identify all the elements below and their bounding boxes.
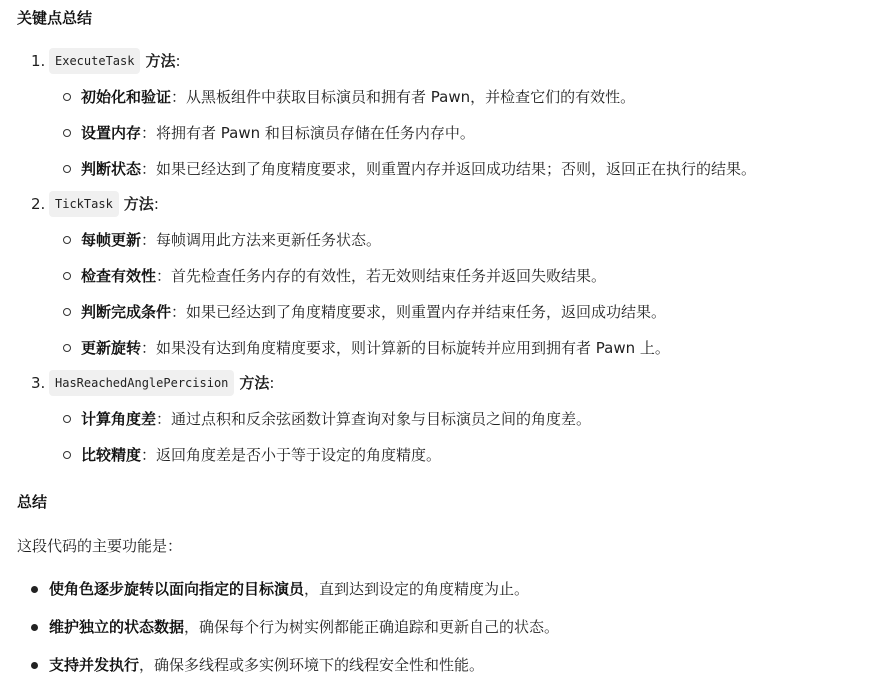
list-item: [17, 608, 559, 646]
item-bold: 设置内存: [81, 124, 142, 142]
item-text: ：从黑板组件中获取目标演员和拥有者 Pawn，并检查它们的有效性。: [171, 88, 636, 106]
item-bold: 每帧更新: [81, 231, 142, 249]
method-label: 方法: [123, 195, 154, 213]
circle-bullet-icon: [63, 308, 71, 316]
item-text: ：每帧调用此方法来更新任务状态。: [141, 231, 382, 249]
colon: :: [153, 195, 159, 213]
summary-list: [17, 570, 559, 684]
section-heading-summary: 总结: [17, 493, 48, 511]
item-bold: 判断状态: [81, 160, 142, 178]
disc-bullet-icon: [31, 662, 38, 669]
list-item: [49, 437, 867, 473]
colon: :: [175, 52, 181, 70]
item-bold: 使角色逐步旋转以面向指定的目标演员: [49, 580, 305, 598]
list-item: [49, 330, 867, 366]
inline-code: ExecuteTask: [49, 48, 140, 74]
list-item: [49, 222, 867, 258]
method-label: 方法: [239, 374, 270, 392]
colon: :: [269, 374, 275, 392]
sub-list: [49, 401, 867, 473]
sub-list: [49, 222, 867, 366]
circle-bullet-icon: [63, 344, 71, 352]
list-item: [49, 151, 867, 187]
disc-bullet-icon: [31, 624, 38, 631]
item-text: ，直到达到设定的角度精度为止。: [304, 580, 530, 598]
list-item: [49, 401, 867, 437]
method-heading: [31, 50, 867, 72]
circle-bullet-icon: [63, 236, 71, 244]
methods-list: [17, 50, 867, 473]
list-number: 1.: [31, 52, 46, 70]
item-text: ，确保多线程或多实例环境下的线程安全性和性能。: [139, 656, 485, 674]
sub-list: [49, 79, 867, 187]
list-number: 2.: [31, 195, 46, 213]
summary-intro: 这段代码的主要功能是：: [17, 537, 183, 555]
method-heading: [31, 193, 867, 215]
circle-bullet-icon: [63, 93, 71, 101]
list-item: [49, 79, 867, 115]
list-item: [49, 115, 867, 151]
item-bold: 判断完成条件: [81, 303, 172, 321]
disc-bullet-icon: [31, 586, 38, 593]
list-item: [17, 646, 559, 684]
item-bold: 比较精度: [81, 446, 142, 464]
circle-bullet-icon: [63, 129, 71, 137]
item-bold: 检查有效性: [81, 267, 157, 285]
item-text: ：通过点积和反余弦函数计算查询对象与目标演员之间的角度差。: [156, 410, 592, 428]
circle-bullet-icon: [63, 451, 71, 459]
list-number: 3.: [31, 374, 46, 392]
list-item: [17, 570, 559, 608]
list-item: [49, 258, 867, 294]
item-text: ：将拥有者 Pawn 和目标演员存储在任务内存中。: [141, 124, 475, 142]
item-text: ：如果已经达到了角度精度要求，则重置内存并结束任务，返回成功结果。: [171, 303, 667, 321]
circle-bullet-icon: [63, 165, 71, 173]
item-bold: 支持并发执行: [49, 656, 140, 674]
item-text: ：返回角度差是否小于等于设定的角度精度。: [141, 446, 442, 464]
method-item-hasreachedangle: [17, 372, 867, 473]
item-bold: 维护独立的状态数据: [49, 618, 185, 636]
item-bold: 初始化和验证: [81, 88, 172, 106]
circle-bullet-icon: [63, 415, 71, 423]
item-text: ，确保每个行为树实例都能正确追踪和更新自己的状态。: [184, 618, 560, 636]
item-text: ：首先检查任务内存的有效性，若无效则结束任务并返回失败结果。: [156, 267, 607, 285]
section-heading-key-points: 关键点总结: [17, 9, 93, 27]
item-text: ：如果已经达到了角度精度要求，则重置内存并返回成功结果；否则，返回正在执行的结果。: [141, 160, 757, 178]
method-item-executetask: [17, 50, 867, 187]
inline-code: TickTask: [49, 191, 119, 217]
item-text: ：如果没有达到角度精度要求，则计算新的目标旋转并应用到拥有者 Pawn 上。: [141, 339, 670, 357]
method-item-ticktask: [17, 193, 867, 366]
item-bold: 计算角度差: [81, 410, 157, 428]
item-bold: 更新旋转: [81, 339, 142, 357]
method-heading: [31, 372, 867, 394]
circle-bullet-icon: [63, 272, 71, 280]
inline-code: HasReachedAnglePercision: [49, 370, 234, 396]
list-item: [49, 294, 867, 330]
method-label: 方法: [145, 52, 176, 70]
